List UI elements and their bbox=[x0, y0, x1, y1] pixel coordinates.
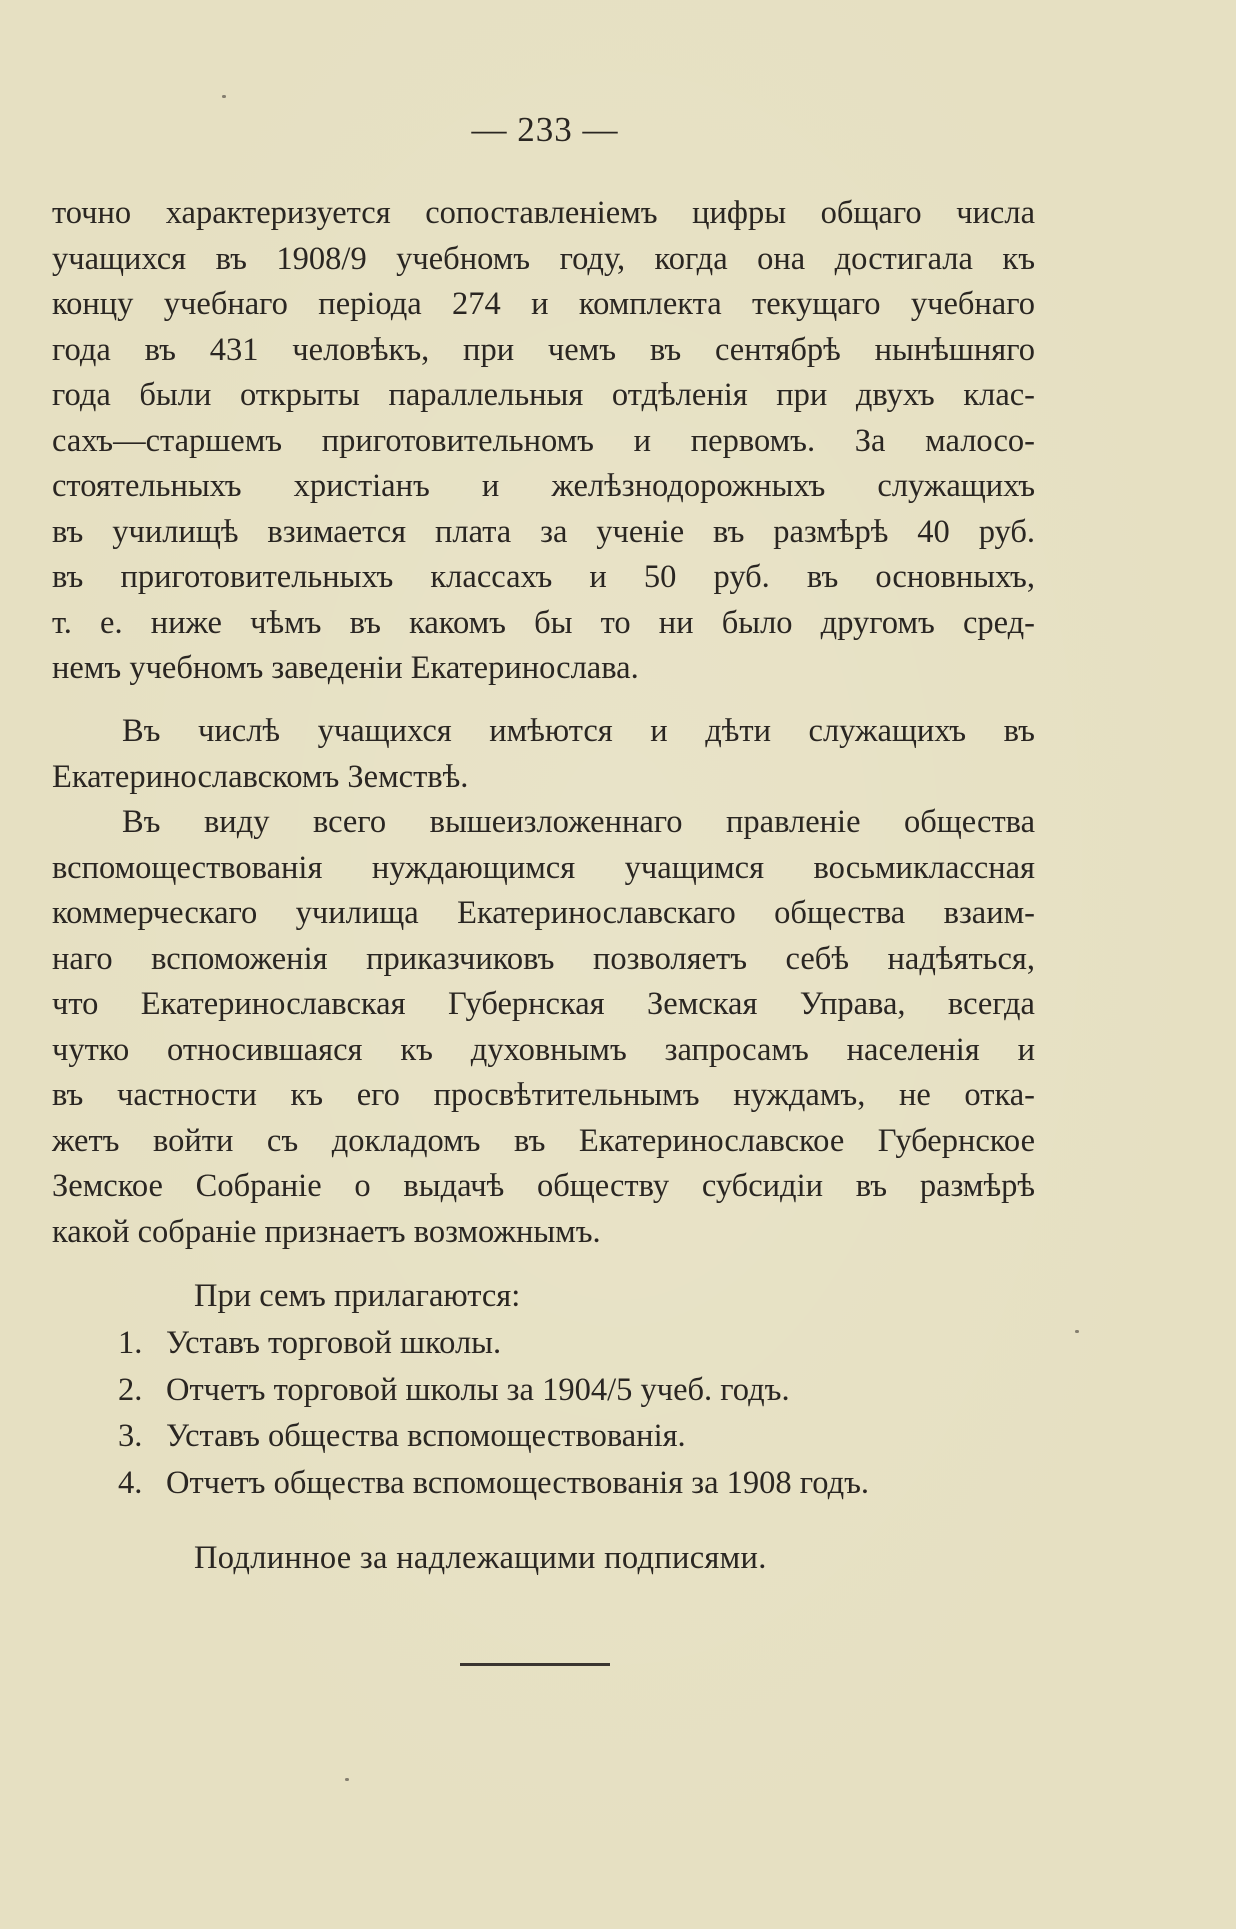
attachment-item bbox=[118, 1413, 869, 1460]
text-line: что Екатеринославская Губернская Земская Управа, всегда bbox=[52, 986, 1035, 1022]
text-line: года были открыты параллельныя отдѣленія при двухъ клас- bbox=[52, 377, 1035, 413]
paper-speck bbox=[222, 95, 226, 98]
text-line: коммерческаго училища Екатеринославскаго общества взаим- bbox=[52, 895, 1035, 931]
text-line: т. е. ниже чѣмъ въ какомъ бы то ни было другомъ сред- bbox=[52, 604, 1035, 641]
page-number: — 233 — bbox=[471, 110, 619, 149]
paragraph-2 bbox=[52, 709, 1035, 800]
attachment-item bbox=[118, 1367, 869, 1414]
attachments-intro: При семъ прилагаются: bbox=[194, 1278, 521, 1314]
closing-rule bbox=[460, 1663, 610, 1666]
text-line: точно характеризуется сопоставленіемъ цифры общаго числа bbox=[52, 195, 1035, 231]
text-line: немъ учебномъ заведеніи Екатеринослава. bbox=[52, 650, 639, 686]
attachment-number: 2. bbox=[118, 1371, 143, 1408]
text-line: вспомоществованія нуждающимся учащимся восьмиклассная bbox=[52, 849, 1035, 886]
attachment-text: Отчетъ общества вспомоществованія за 1908 годъ. bbox=[166, 1464, 870, 1501]
text-line: концу учебнаго періода 274 и комплекта текущаго учебнаго bbox=[52, 286, 1035, 322]
closing-note: Подлинное за надлежащими подписями. bbox=[194, 1540, 767, 1576]
attachment-number: 4. bbox=[118, 1464, 143, 1501]
text-line: сахъ—старшемъ приготовительномъ и первомъ. За малосо- bbox=[52, 422, 1035, 459]
text-line: какой собраніе признаетъ возможнымъ. bbox=[52, 1213, 601, 1250]
attachment-item bbox=[118, 1320, 869, 1367]
paper-speck bbox=[1075, 1330, 1079, 1333]
text-line: наго вспоможенія приказчиковъ позволяетъ себѣ надѣяться, bbox=[52, 940, 1035, 977]
attachment-number: 1. bbox=[118, 1325, 143, 1361]
text-line: стоятельныхъ христіанъ и желѣзнодорожныхъ служащихъ bbox=[52, 468, 1035, 504]
attachment-number: 3. bbox=[118, 1418, 143, 1454]
text-line: жетъ войти съ докладомъ въ Екатеринославское Губернское bbox=[52, 1122, 1035, 1159]
paragraph-3 bbox=[52, 800, 1035, 1255]
text-line: въ частности къ его просвѣтительнымъ нуждамъ, не отка- bbox=[52, 1077, 1035, 1113]
attachment-item bbox=[118, 1460, 869, 1507]
attachment-text: Уставъ торговой школы. bbox=[166, 1325, 502, 1361]
attachment-text: Отчетъ торговой школы за 1904/5 учеб. годъ. bbox=[166, 1371, 790, 1408]
text-line: учащихся въ 1908/9 учебномъ году, когда она достигала къ bbox=[52, 240, 1035, 277]
text-line: Въ виду всего вышеизложеннаго правленіе общества bbox=[122, 804, 1035, 840]
text-line: чутко относившаяся къ духовнымъ запросамъ населенія и bbox=[52, 1031, 1035, 1068]
text-line: въ училищѣ взимается плата за ученіе въ размѣрѣ 40 руб. bbox=[52, 513, 1035, 550]
text-line: Земское Собраніе о выдачѣ обществу субсидіи въ размѣрѣ bbox=[52, 1168, 1035, 1204]
paragraph-1 bbox=[52, 191, 1035, 692]
attachments-list bbox=[118, 1320, 869, 1506]
text-line: года въ 431 человѣкъ, при чемъ въ сентябрѣ нынѣшняго bbox=[52, 331, 1035, 368]
paper-speck bbox=[345, 1778, 349, 1781]
text-line: въ приготовительныхъ классахъ и 50 руб. въ основныхъ, bbox=[52, 559, 1035, 595]
attachment-text: Уставъ общества вспомоществованія. bbox=[166, 1418, 686, 1454]
text-line: Екатеринославскомъ Земствѣ. bbox=[52, 758, 469, 795]
text-line: Въ числѣ учащихся имѣются и дѣти служащихъ въ bbox=[122, 713, 1035, 749]
